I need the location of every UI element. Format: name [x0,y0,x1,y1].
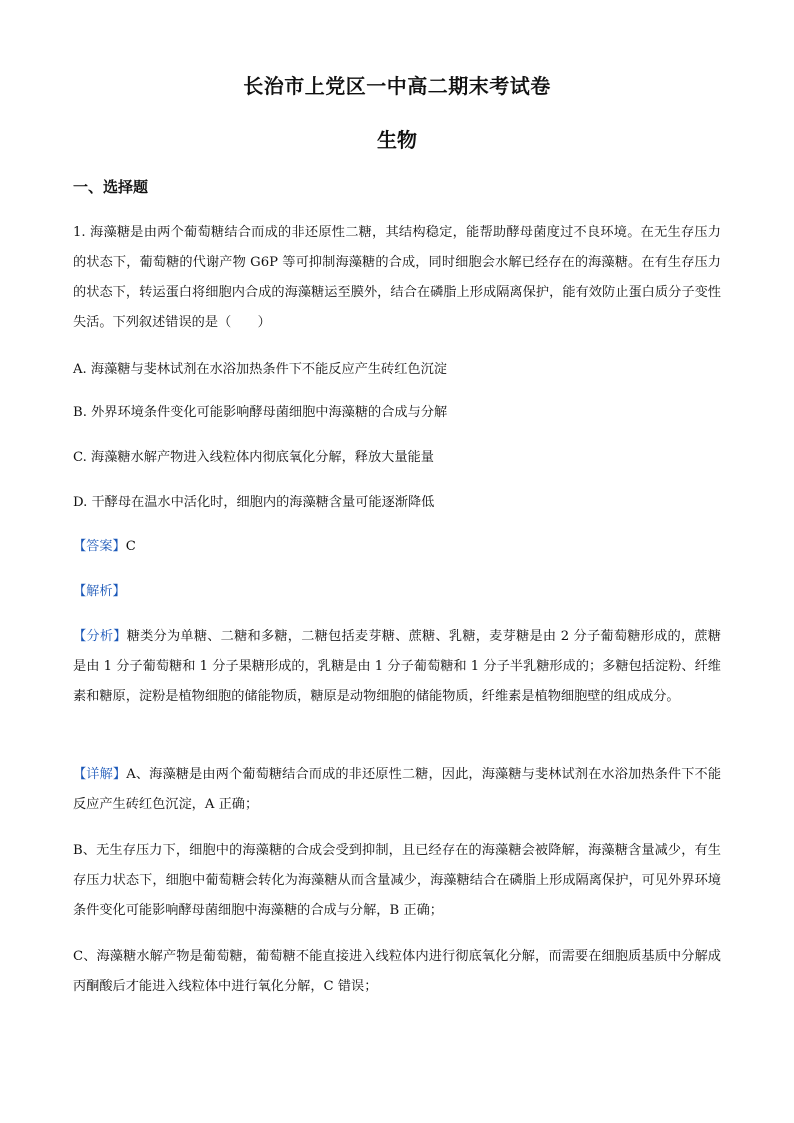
analysis-fenxi [73,622,721,712]
answer-line [73,535,721,559]
option-d: D. 干酵母在温水中活化时，细胞内的海藻糖含量可能逐渐降低 [73,495,435,510]
option-b: B. 外界环境条件变化可能影响酵母菌细胞中海藻糖的合成与分解 [73,405,448,420]
option-a: A. 海藻糖与斐林试剂在水浴加热条件下不能反应产生砖红色沉淀 [73,362,447,377]
analysis-detail-b: B、无生存压力下，细胞中的海藻糖的合成会受到抑制，且已经存在的海藻糖会被降解，海藻糖含量减少，有生存压力状态下，细胞中葡萄糖会转化为海藻糖从而含量减少，海藻糖结合在磷脂上形成隔离保护，可见外界环境条件变化可能影响酵母菌细胞中海藻糖的合成与分解，B 正确； [73,843,721,918]
question-stem: 1. 海藻糖是由两个葡萄糖结合而成的非还原性二糖，其结构稳定，能帮助酵母菌度过不良环境。在无生存压力的状态下，葡萄糖的代谢产物 G6P 等可抑制海藻糖的合成，同时细胞会水解已经存在的海藻糖。在有生存压力的状态下，转运蛋白将细胞内合成的海藻糖运至膜外，结合在磷脂上形成隔离保护，能有效防止蛋白质分子变性失活。下列叙述错误的是（ ） [73,225,721,330]
answer-value: C [125,539,136,554]
xiangjie-label: 【详解】 [73,767,127,782]
option-c: C. 海藻糖水解产物进入线粒体内彻底氧化分解，释放大量能量 [73,450,434,465]
fenxi-text: 糖类分为单糖、二糖和多糖，二糖包括麦芽糖、蔗糖、乳糖，麦芽糖是由 2 分子葡萄糖形成的，蔗糖是由 1 分子葡萄糖和 1 分子果糖形成的，乳糖是由 1 分子葡萄糖和 1 分子半乳糖形成的；多糖包括淀粉、纤维素和糖原，淀粉是植物细胞的储能物质，糖原是动物细胞的储能物质，纤维素是植物细胞壁的组成成分。 [73,629,721,704]
answer-label: 【答案】 [73,539,126,554]
fenxi-label: 【分析】 [73,629,127,644]
detail-a-text: A、海藻糖是由两个葡萄糖结合而成的非还原性二糖，因此，海藻糖与斐林试剂在水浴加热条件下不能反应产生砖红色沉淀，A 正确； [73,767,722,812]
analysis-detail-c: C、海藻糖水解产物是葡萄糖，葡萄糖不能直接进入线粒体内进行彻底氧化分解，而需要在细胞质基质中分解成丙酮酸后才能进入线粒体中进行氧化分解，C 错误； [73,949,721,994]
analysis-label [73,580,721,604]
exam-title: 长治市上党区一中高二期末考试卷 [243,74,551,98]
analysis-detail-a [73,760,721,820]
section-heading: 一、选择题 [73,178,149,196]
subject-title: 生物 [377,128,417,152]
jiexi-label: 【解析】 [73,584,126,599]
